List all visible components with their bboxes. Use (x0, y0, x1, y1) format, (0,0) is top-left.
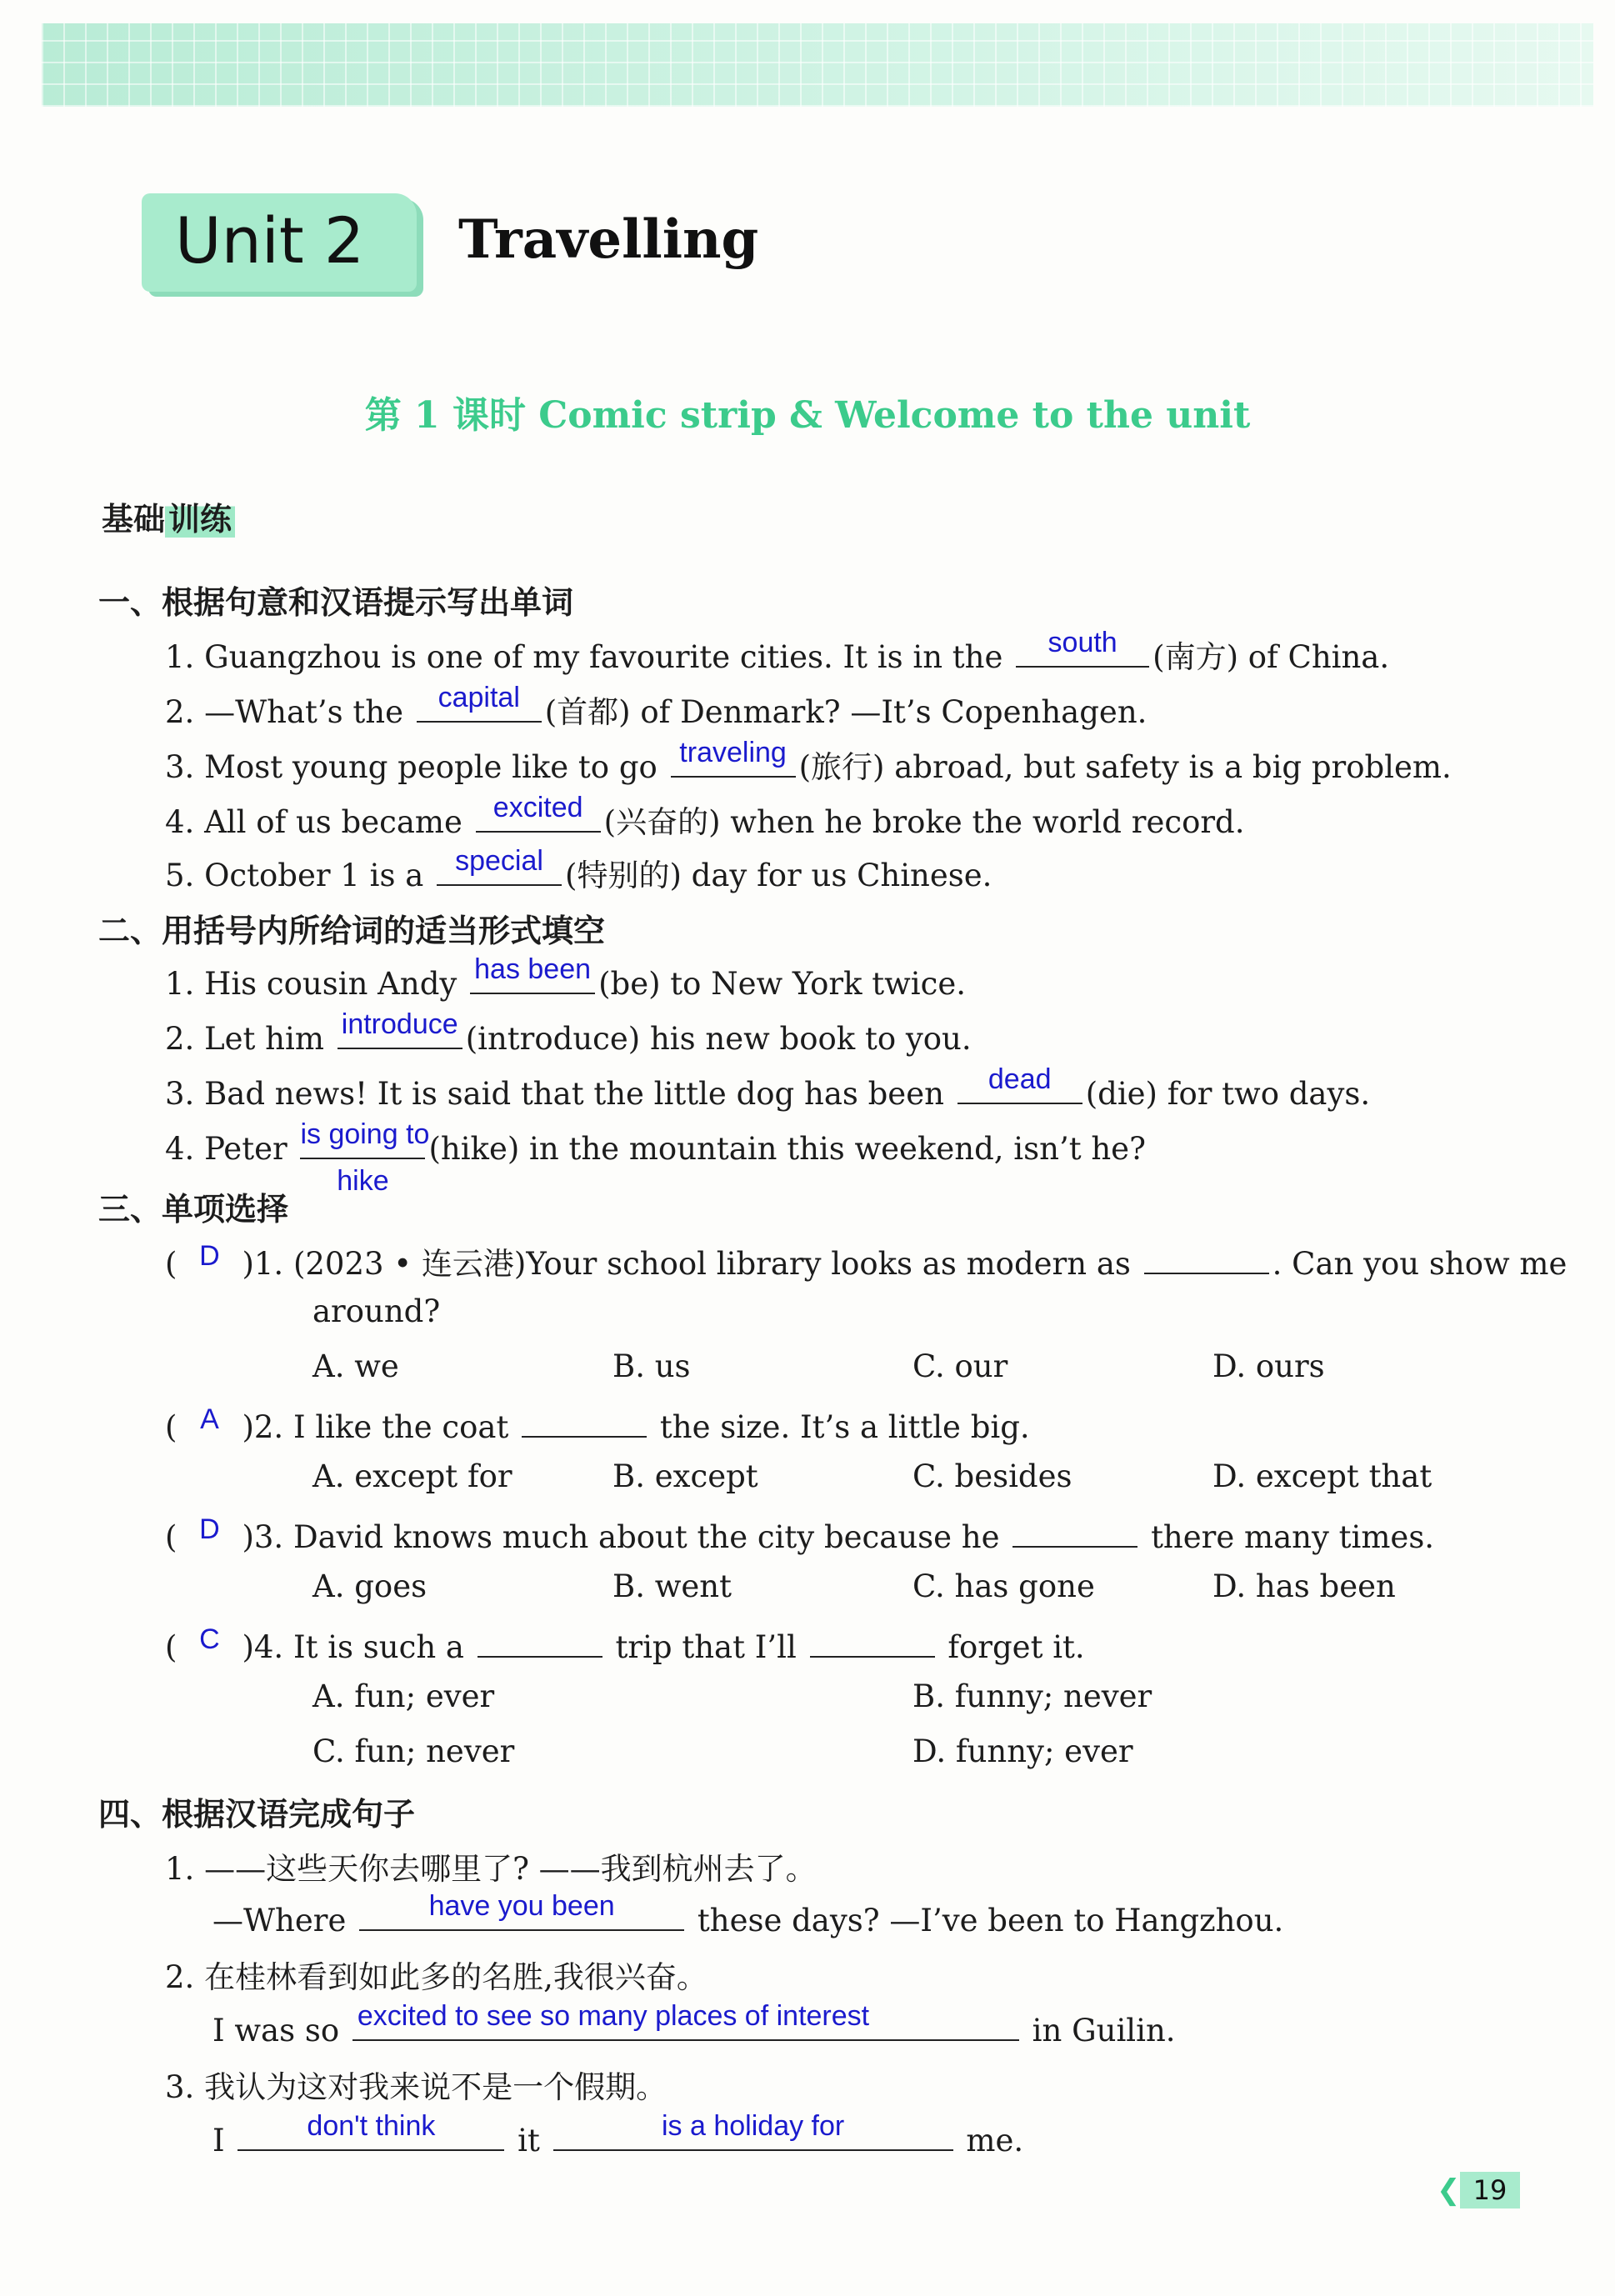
answer-text: traveling (679, 737, 787, 768)
item-text: I like the coat (292, 1408, 509, 1445)
item-number: 3. (165, 749, 195, 785)
part4-item-1-en (212, 1889, 1284, 1938)
option-a[interactable]: A. fun; ever (312, 1678, 495, 1714)
answer-blank[interactable] (553, 2109, 953, 2151)
item-number: 1. (165, 639, 195, 675)
item-number: 3. (165, 1075, 195, 1112)
answer-text: D (199, 1513, 220, 1545)
answer-text: excited to see so many places of interest (357, 1999, 870, 2032)
item-text: Guangzhou is one of my favourite cities. It is in the (204, 639, 1003, 675)
item-text: —What’s the (204, 694, 403, 730)
unit-title: Travelling (458, 208, 759, 271)
option-b[interactable]: B. except (612, 1458, 758, 1494)
part3-item-1 (165, 1238, 1567, 1283)
page-number-text: 19 (1472, 2174, 1508, 2206)
item-number: 1. (165, 1851, 195, 1887)
answer-text: excited (492, 792, 583, 823)
option-b[interactable]: B. us (612, 1348, 691, 1384)
part2-title: 二、用括号内所给词的适当形式填空 (98, 913, 606, 949)
answer-text: C (199, 1623, 220, 1655)
item-text: His cousin Andy (204, 965, 458, 1002)
part1-item-5 (165, 845, 992, 895)
paren-open: ( (165, 1628, 178, 1665)
part2-item-2 (165, 1008, 972, 1057)
option-b[interactable]: B. went (612, 1568, 732, 1604)
part3-item-3 (165, 1513, 1434, 1555)
answer-blank[interactable] (476, 792, 601, 833)
part1-item-1 (165, 627, 1390, 677)
answer-blank[interactable] (478, 1623, 602, 1658)
item-text: All of us became (204, 804, 462, 840)
item-chinese: 在桂林看到如此多的名胜,我很兴奋。 (204, 1959, 708, 1995)
item-number: 3. (253, 1518, 284, 1555)
item-text: David knows much about the city because he (292, 1518, 1000, 1555)
page-number (1437, 2172, 1520, 2208)
answer-text: south (1048, 627, 1118, 658)
item-text: . Can you show me (1272, 1246, 1568, 1282)
lesson-title: 第 1 课时 Comic strip & Welcome to the unit (364, 394, 1251, 437)
paren-open: ( (165, 1518, 178, 1555)
option-d[interactable]: D. ours (1212, 1348, 1325, 1384)
part3-title: 三、单项选择 (98, 1191, 289, 1228)
answer-text: don't think (307, 2109, 436, 2142)
item-number: 5. (165, 858, 195, 893)
answer-text: has been (474, 953, 592, 985)
answer-blank[interactable] (1012, 1513, 1138, 1548)
option-c[interactable]: C. fun; never (312, 1733, 515, 1769)
item-number: 4. (165, 804, 195, 840)
item-text: these days? —I’ve been to Hangzhou. (697, 1902, 1284, 1938)
option-d[interactable]: D. has been (1212, 1568, 1396, 1604)
item-text: (introduce) his new book to you. (465, 1020, 972, 1057)
item-text: I (212, 2122, 225, 2158)
item-text: Bad news! It is said that the little dog has been (204, 1075, 944, 1112)
item-text: (特别的) day for us Chinese. (565, 858, 992, 893)
option-c[interactable]: C. has gone (912, 1568, 1095, 1604)
item-text: (2023 • 连云港)Your school library looks as modern as (292, 1246, 1131, 1282)
paren-close: ) (242, 1628, 254, 1665)
answer-blank[interactable] (238, 2109, 504, 2151)
item-text: trip that I’ll (615, 1628, 797, 1665)
part4-item-1-cn (165, 1843, 817, 1888)
item-number: 1. (253, 1246, 284, 1282)
part1-item-2 (165, 682, 1148, 732)
item-text: —Where (212, 1902, 347, 1938)
section-label-a: 基础 (102, 501, 166, 538)
option-a[interactable]: A. except for (312, 1458, 512, 1494)
part4-item-2-cn (165, 1952, 708, 1997)
part1-title: 一、根据句意和汉语提示写出单词 (98, 584, 574, 621)
section-label-b: 训练 (165, 501, 235, 538)
part2-item-1 (165, 953, 967, 1002)
answer-blank[interactable] (1016, 627, 1149, 668)
option-a[interactable]: A. goes (312, 1568, 428, 1604)
part4-item-3-en (212, 2109, 1024, 2158)
unit-label: Unit 2 (175, 203, 365, 278)
part1-item-4 (165, 792, 1245, 842)
item-text: forget it. (948, 1628, 1085, 1665)
answer-blank[interactable] (522, 1403, 647, 1438)
answer-text: capital (438, 682, 520, 713)
section-label (102, 493, 235, 539)
item-text: there many times. (1151, 1518, 1435, 1555)
item-text: October 1 is a (204, 858, 424, 893)
item-number: 2. (165, 694, 195, 730)
part4-item-3-cn (165, 2062, 667, 2107)
item-chinese: 我认为这对我来说不是一个假期。 (204, 2069, 668, 2105)
part2-item-4 (165, 1118, 1146, 1197)
item-text: (南方) of China. (1152, 639, 1390, 675)
option-b[interactable]: B. funny; never (912, 1678, 1152, 1714)
header-decorative-band (42, 23, 1593, 107)
option-d[interactable]: D. except that (1212, 1458, 1432, 1494)
answer-text: is going to (300, 1118, 430, 1150)
item-number: 1. (165, 965, 195, 1002)
answer-blank[interactable] (671, 737, 796, 778)
answer-text: is a holiday for (662, 2109, 845, 2142)
item-text: in Guilin. (1032, 2012, 1176, 2048)
paren-close: ) (242, 1518, 254, 1555)
item-number: 4. (253, 1628, 284, 1665)
answer-text: special (455, 845, 543, 877)
answer-text-second-line: hike (337, 1164, 389, 1197)
part3-item-4 (165, 1623, 1085, 1665)
item-text: the size. It’s a little big. (659, 1408, 1030, 1445)
answer-blank[interactable] (810, 1623, 935, 1658)
chevron-left-icon: ❮ (1437, 2173, 1461, 2207)
paren-close: ) (242, 1246, 254, 1282)
option-c[interactable]: C. besides (912, 1458, 1072, 1494)
item-number: 2. (165, 1020, 195, 1057)
part1-item-3 (165, 737, 1452, 787)
paren-close: ) (242, 1408, 254, 1445)
item-text: it (518, 2122, 540, 2158)
part3-item-2 (165, 1403, 1030, 1445)
item-text: me. (966, 2122, 1024, 2158)
item-text: I was so (212, 2012, 340, 2048)
item-number: 4. (165, 1130, 195, 1167)
part4-title: 四、根据汉语完成句子 (98, 1796, 416, 1833)
answer-blank[interactable] (417, 682, 542, 723)
item-text: (die) for two days. (1085, 1075, 1371, 1112)
answer-text: A (200, 1403, 219, 1435)
answer-blank[interactable] (1144, 1240, 1269, 1274)
answer-blank[interactable] (958, 1063, 1082, 1104)
item-chinese: ——这些天你去哪里了? ——我到杭州去了。 (204, 1851, 817, 1887)
item-text: Peter (204, 1130, 288, 1167)
paren-open: ( (165, 1246, 178, 1282)
item-text: Most young people like to go (204, 749, 658, 785)
answer-text: have you been (428, 1889, 615, 1922)
answer-blank[interactable] (359, 1889, 684, 1931)
answer-blank[interactable] (338, 1008, 462, 1049)
paren-open: ( (165, 1408, 178, 1445)
unit-badge (142, 193, 417, 292)
answer-text: introduce (341, 1008, 458, 1040)
answer-blank[interactable] (300, 1118, 430, 1197)
part2-item-3 (165, 1063, 1371, 1112)
option-a[interactable]: A. we (312, 1348, 399, 1384)
answer-blank[interactable] (437, 845, 562, 886)
item-text: (兴奋的) when he broke the world record. (603, 804, 1245, 840)
item-text: (旅行) abroad, but safety is a big problem. (798, 749, 1452, 785)
item-number: 3. (165, 2069, 195, 2105)
item-text: (首都) of Denmark? —It’s Copenhagen. (544, 694, 1148, 730)
item-text: Let him (204, 1020, 324, 1057)
answer-blank[interactable] (352, 1999, 1019, 2041)
option-c[interactable]: C. our (912, 1348, 1008, 1384)
item-text: (hike) in the mountain this weekend, isn’t he? (428, 1130, 1146, 1167)
part3-item-1-cont: around? (312, 1293, 441, 1329)
item-text: It is such a (292, 1628, 464, 1665)
answer-blank[interactable] (470, 953, 595, 994)
option-d[interactable]: D. funny; ever (912, 1733, 1133, 1769)
item-number: 2. (165, 1959, 195, 1995)
part4-item-2-en (212, 1999, 1176, 2048)
answer-text: D (199, 1240, 220, 1272)
item-text: (be) to New York twice. (598, 965, 967, 1002)
item-number: 2. (253, 1408, 284, 1445)
answer-text: dead (988, 1063, 1052, 1095)
